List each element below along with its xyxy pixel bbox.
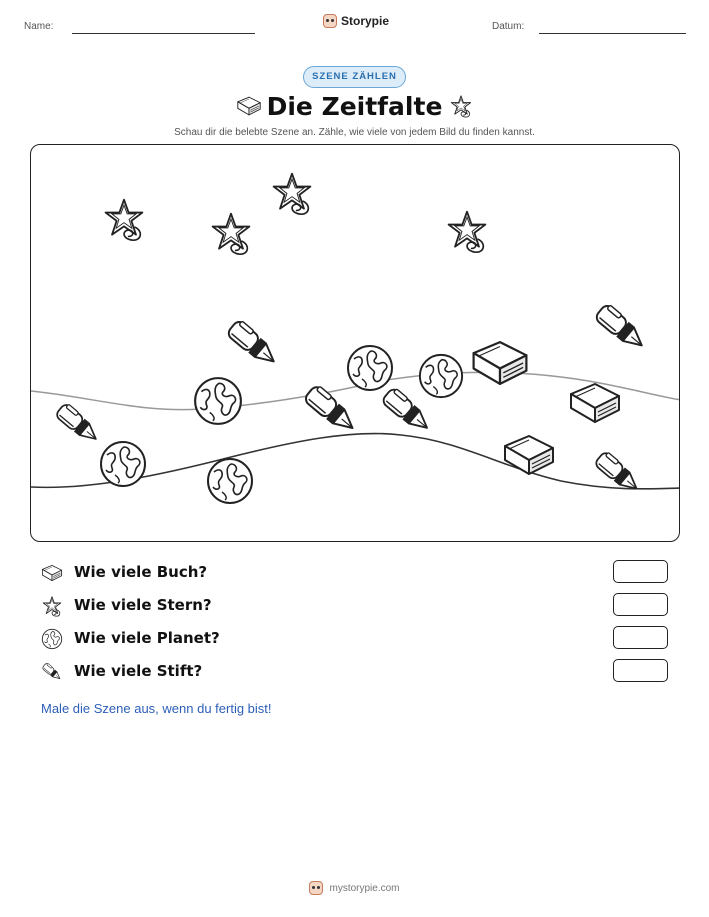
- fountain-pen-icon: [40, 661, 64, 683]
- globe-icon: [348, 346, 392, 390]
- question-text: Wie viele Planet?: [74, 629, 220, 647]
- shooting-star-icon: [274, 174, 311, 215]
- fountain-pen-icon: [594, 302, 649, 352]
- book-icon: [40, 562, 64, 584]
- footer-url[interactable]: mystorypie.com: [329, 882, 400, 894]
- question-text: Wie viele Stift?: [74, 662, 203, 680]
- scene-count-badge: SZENE ZÄHLEN: [303, 66, 406, 88]
- question-text: Wie viele Buch?: [74, 563, 208, 581]
- fountain-pen-icon: [381, 386, 434, 435]
- name-field[interactable]: [72, 33, 255, 34]
- name-label: Name:: [24, 21, 54, 32]
- question-text: Wie viele Stern?: [74, 596, 212, 614]
- shooting-star-icon: [449, 212, 486, 253]
- answer-box-pen[interactable]: [613, 659, 668, 682]
- shooting-star-icon: [40, 595, 64, 617]
- fountain-pen-icon: [55, 402, 102, 445]
- storypie-logo-icon: [323, 14, 337, 28]
- answer-box-book[interactable]: [613, 560, 668, 583]
- coloring-note: Male die Szene aus, wenn du fertig bist!: [41, 701, 272, 716]
- globe-icon: [101, 442, 145, 486]
- brand-name: Storypie: [341, 14, 390, 28]
- globe-icon: [195, 378, 241, 424]
- date-label: Datum:: [492, 21, 525, 32]
- shooting-star-icon: [449, 94, 473, 118]
- brand-logo: [323, 14, 389, 28]
- globe-icon: [208, 459, 252, 503]
- question-row-pen: [40, 659, 670, 685]
- instructions: Schau dir die belebte Szene an. Zähle, wie viele von jedem Bild du finden kannst.: [174, 127, 535, 138]
- globe-icon: [40, 628, 64, 650]
- answer-box-star[interactable]: [613, 593, 668, 616]
- book-icon: [474, 342, 527, 384]
- book-icon: [505, 436, 553, 474]
- question-row-planet: [40, 626, 670, 652]
- footer: [0, 881, 709, 895]
- question-row-star: [40, 593, 670, 619]
- date-field[interactable]: [539, 33, 686, 34]
- book-icon: [571, 384, 619, 422]
- shooting-star-icon: [213, 214, 250, 255]
- globe-icon: [420, 355, 462, 397]
- counting-scene: [30, 144, 680, 542]
- page-title: Die Zeitfalte: [266, 92, 443, 121]
- answer-box-planet[interactable]: [613, 626, 668, 649]
- shooting-star-icon: [106, 200, 143, 241]
- fountain-pen-icon: [226, 318, 281, 368]
- question-row-book: [40, 560, 670, 586]
- storypie-logo-icon: [309, 881, 323, 895]
